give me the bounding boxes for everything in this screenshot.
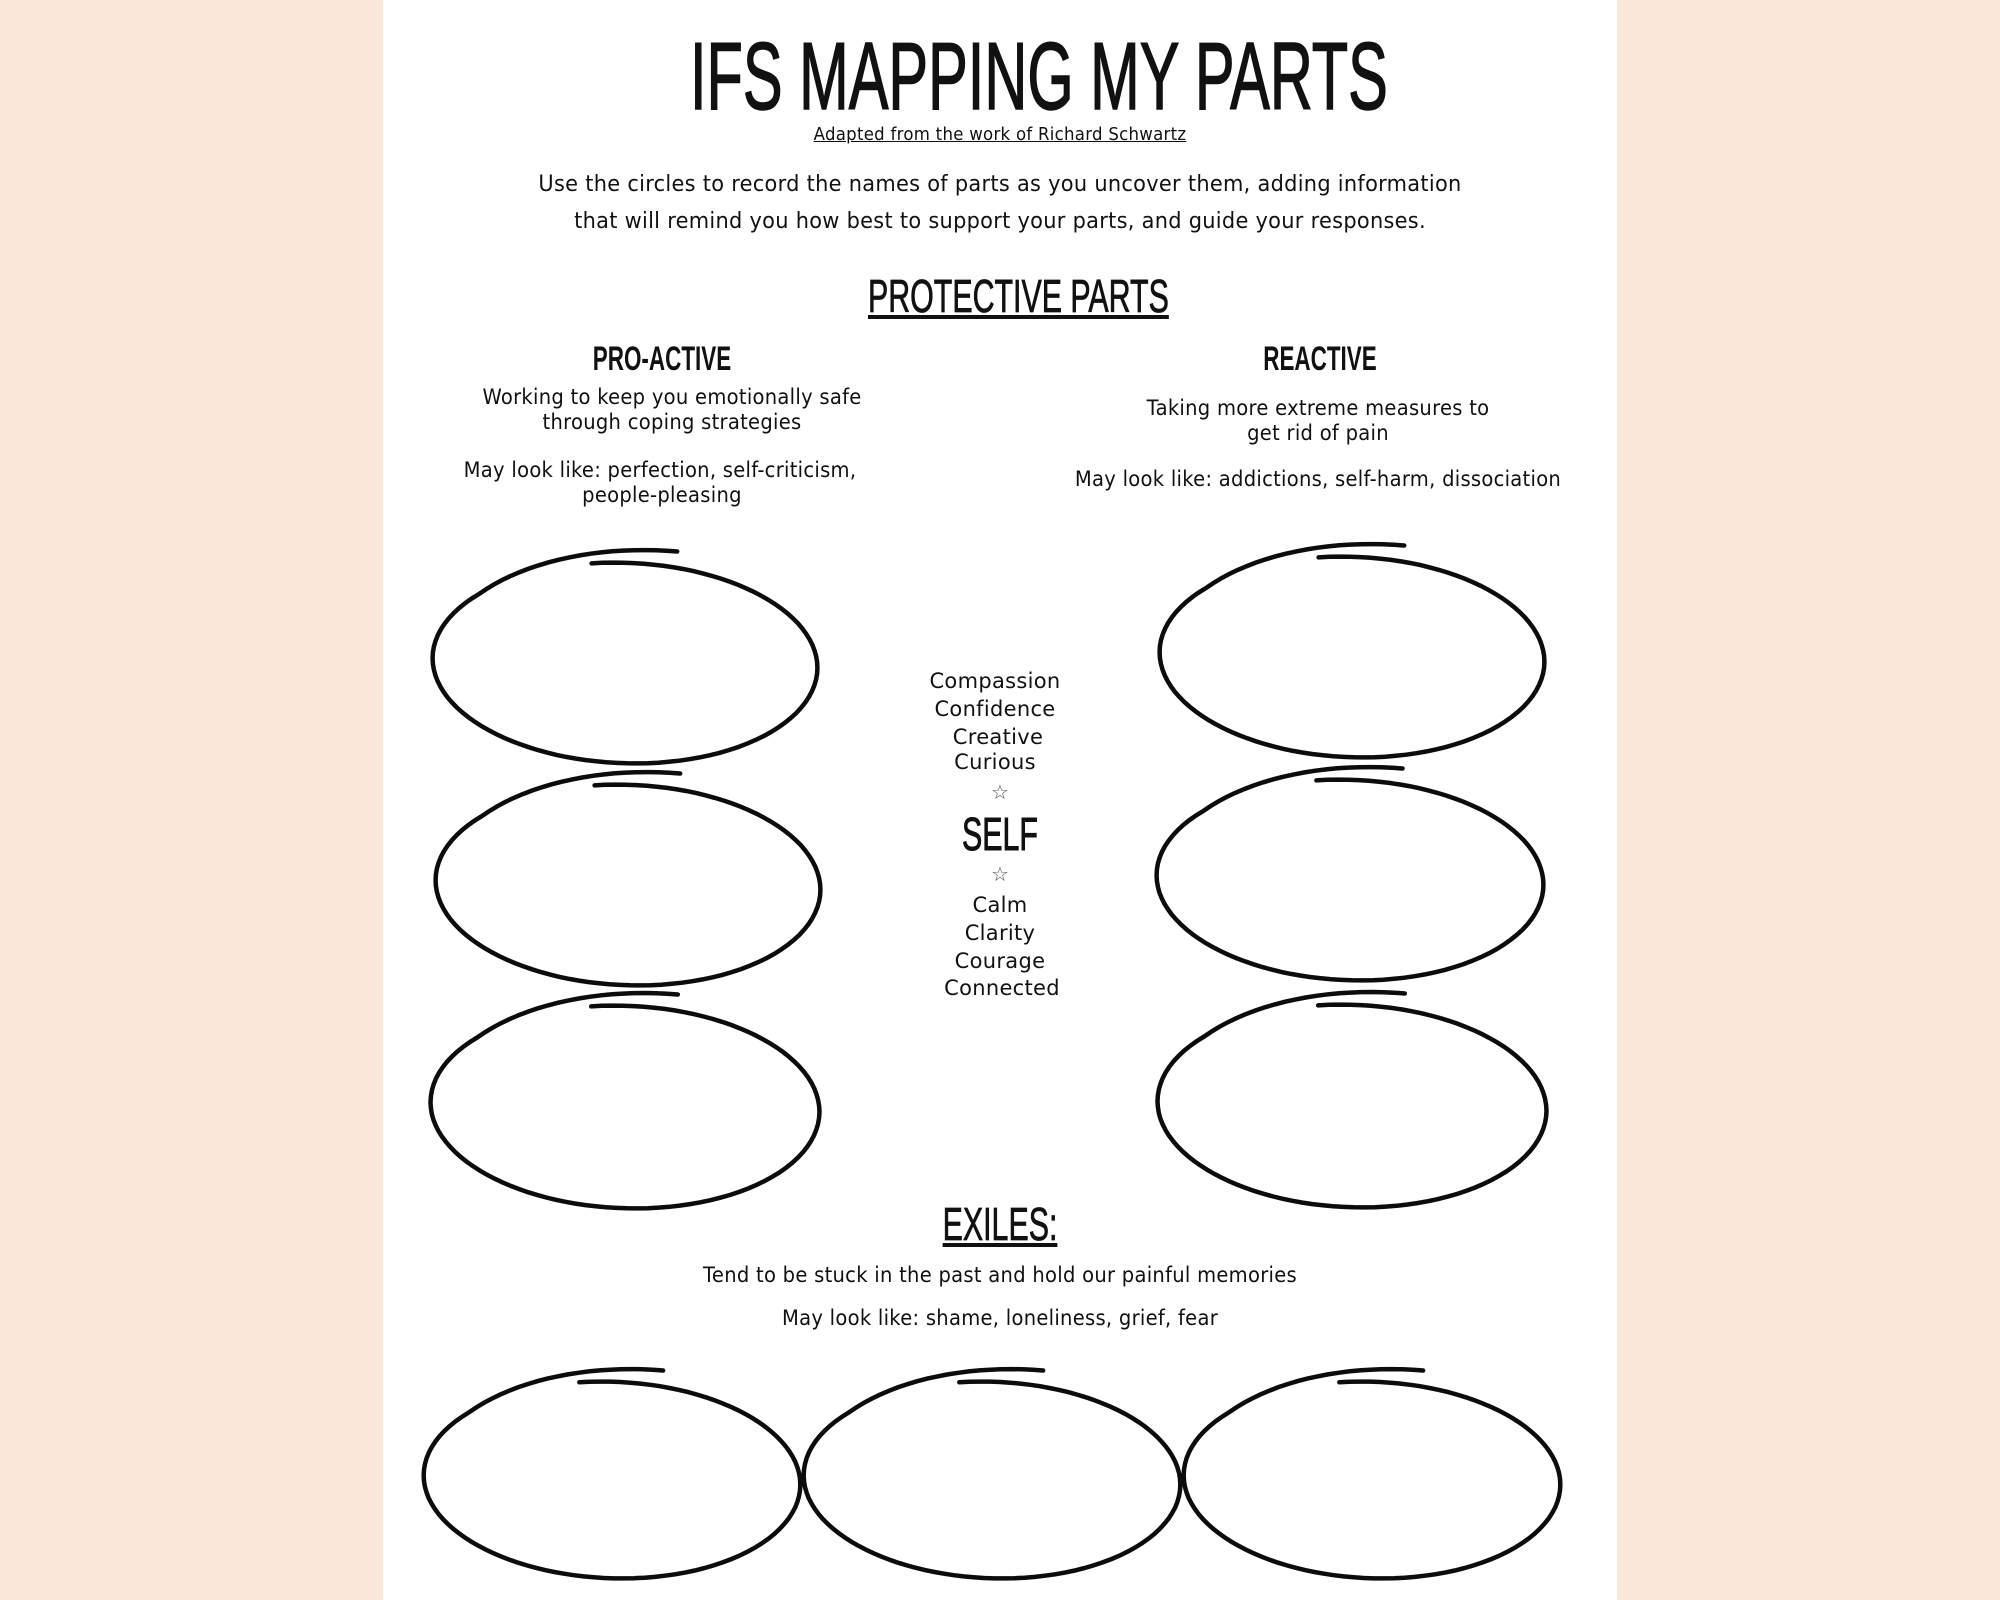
exiles-examples: May look like: shame, loneliness, grief, fear <box>781 1306 1219 1330</box>
hand-drawn-circle-outline <box>1157 767 1544 980</box>
protective-parts-heading: PROTECTIVE PARTS <box>868 270 1169 322</box>
reactive-examples: May look like: addictions, self-harm, dissociation <box>1074 467 1562 491</box>
proactive-part-circle[interactable] <box>436 772 821 985</box>
hand-drawn-circle-outline <box>433 550 818 763</box>
self-quality-connected: Connected <box>944 976 1060 1000</box>
proactive-description-2: through coping strategies <box>542 410 802 434</box>
reactive-part-circle[interactable] <box>1158 992 1547 1207</box>
attribution-subtitle: Adapted from the work of Richard Schwartz <box>813 124 1187 145</box>
proactive-heading: PRO-ACTIVE <box>592 340 732 378</box>
reactive-description-2: get rid of pain <box>1247 421 1389 445</box>
reactive-description-1: Taking more extreme measures to <box>1146 396 1490 420</box>
hand-drawn-circle-outline <box>1184 1369 1561 1578</box>
hand-drawn-circle-outline <box>424 1369 801 1578</box>
exile-part-circle[interactable] <box>424 1369 801 1578</box>
proactive-part-circle[interactable] <box>431 993 820 1208</box>
self-label: SELF <box>962 808 1038 860</box>
intro-line-2: that will remind you how best to support your parts, and guide your responses. <box>574 209 1426 234</box>
hand-drawn-circle-outline <box>1160 544 1545 757</box>
hand-drawn-circle-outline <box>431 993 820 1208</box>
exiles-heading: EXILES: <box>942 1198 1058 1250</box>
proactive-part-circle[interactable] <box>433 550 818 763</box>
proactive-examples-2: people-pleasing <box>582 483 742 507</box>
hand-drawn-circle-outline <box>1158 992 1547 1207</box>
reactive-part-circle[interactable] <box>1160 544 1545 757</box>
star-icon: ☆ <box>991 780 1009 804</box>
self-quality-confidence: Confidence <box>934 697 1056 721</box>
exile-part-circle[interactable] <box>804 1369 1181 1578</box>
self-quality-clarity: Clarity <box>964 921 1036 945</box>
reactive-heading: REACTIVE <box>1263 340 1377 378</box>
self-quality-calm: Calm <box>972 893 1028 917</box>
exile-part-circle[interactable] <box>1184 1369 1561 1578</box>
proactive-description-1: Working to keep you emotionally safe <box>482 385 862 409</box>
star-icon: ☆ <box>991 862 1009 886</box>
self-quality-creative: Creative <box>952 725 1044 749</box>
page-title: IFS MAPPING MY PARTS <box>690 23 1388 130</box>
hand-drawn-circle-outline <box>436 772 821 985</box>
hand-drawn-circle-outline <box>804 1369 1181 1578</box>
self-quality-courage: Courage <box>954 949 1046 973</box>
intro-line-1: Use the circles to record the names of parts as you uncover them, adding information <box>538 172 1462 197</box>
proactive-examples-1: May look like: perfection, self-criticism, <box>463 458 857 482</box>
self-quality-curious: Curious <box>954 750 1036 774</box>
self-quality-compassion: Compassion <box>929 669 1061 693</box>
exiles-description: Tend to be stuck in the past and hold our painful memories <box>703 1263 1297 1287</box>
reactive-part-circle[interactable] <box>1157 767 1544 980</box>
